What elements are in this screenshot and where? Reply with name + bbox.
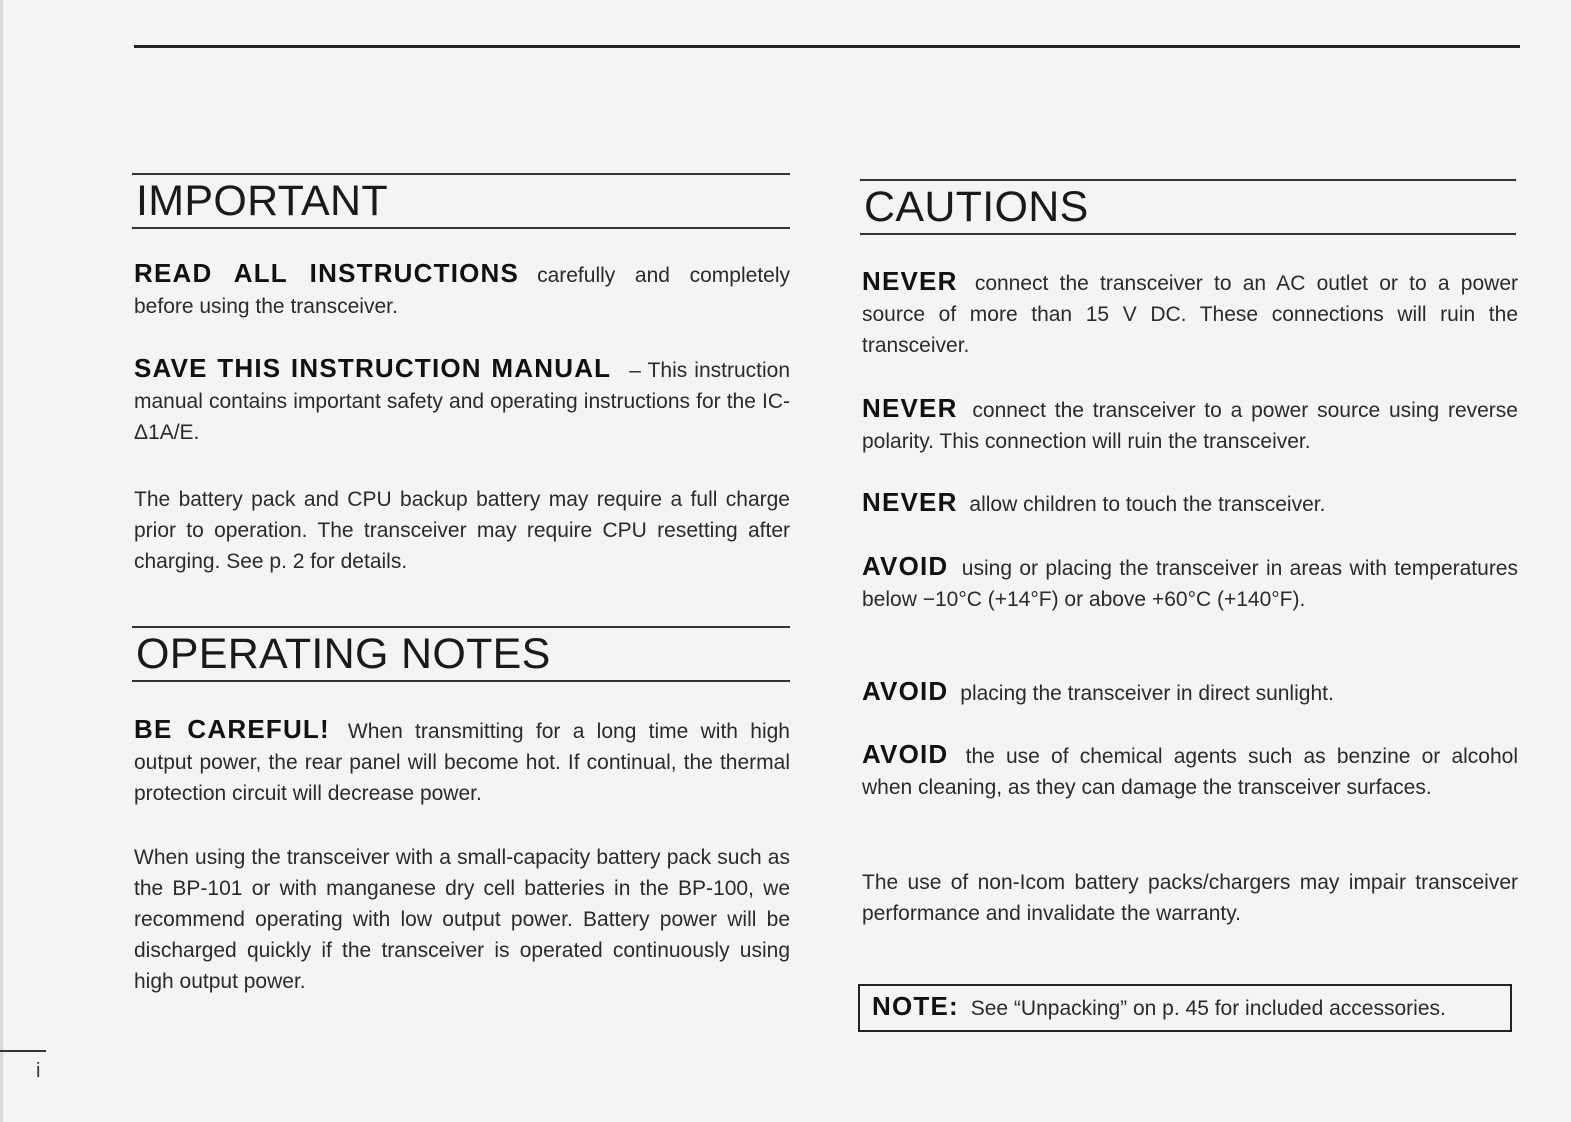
read-all-lead: READ ALL INSTRUCTIONS bbox=[134, 258, 520, 288]
caution-lead: NEVER bbox=[862, 393, 958, 423]
caution-text: connect the transceiver to a power source using reverse polarity. This connection will ruin the transceiver. bbox=[862, 399, 1518, 453]
operating-notes-section bbox=[132, 626, 790, 682]
read-all-text: carefully and completely before using the transceiver. bbox=[134, 264, 790, 318]
be-careful-lead: BE CAREFUL! bbox=[134, 714, 330, 744]
section-rule bbox=[860, 233, 1516, 235]
caution-text: connect the transceiver to an AC outlet or to a power source of more than 15 V DC. These connections will ruin the transceiver. bbox=[862, 272, 1518, 357]
caution-text: using or placing the transceiver in areas with temperatures below −10°C (+14°F) or above +60°C (+140°F). bbox=[862, 557, 1518, 611]
save-manual-text: – This instruction manual contains important safety and operating instructions for the IC-Δ1A/E. bbox=[134, 359, 791, 444]
caution-text: placing the transceiver in direct sunlight. bbox=[960, 682, 1334, 705]
caution-item bbox=[862, 487, 1518, 520]
caution-item bbox=[862, 676, 1518, 709]
caution-item bbox=[862, 266, 1518, 361]
page-number: i bbox=[36, 1060, 41, 1082]
caution-item bbox=[862, 551, 1518, 615]
caution-lead: NEVER bbox=[862, 487, 958, 517]
important-title: IMPORTANT bbox=[136, 177, 388, 225]
note-text: See “Unpacking” on p. 45 for included accessories. bbox=[970, 997, 1446, 1020]
battery-note-paragraph: The battery pack and CPU backup battery may require a full charge prior to operation. The transceiver may require CPU resetting after charging. See p. 2 for details. bbox=[134, 488, 790, 573]
caution-item bbox=[862, 739, 1518, 803]
read-all-paragraph bbox=[134, 258, 790, 322]
small-battery-paragraph: When using the transceiver with a small-capacity battery pack such as the BP-101 or with manganese dry cell batteries in the BP-100, we recommend operating with low output power. Battery power will be discharged quickly if the transceiver is operated continuously using high output power. bbox=[134, 846, 790, 993]
page-number-rule bbox=[0, 1050, 46, 1052]
important-section bbox=[132, 173, 790, 229]
caution-lead: AVOID bbox=[862, 551, 949, 581]
be-careful-paragraph bbox=[134, 714, 790, 809]
caution-text: allow children to touch the transceiver. bbox=[969, 493, 1326, 516]
section-rule bbox=[132, 227, 790, 229]
page-edge bbox=[0, 0, 3, 1122]
note-box bbox=[858, 984, 1512, 1032]
caution-lead: NEVER bbox=[862, 266, 958, 296]
caution-lead: AVOID bbox=[862, 739, 949, 769]
save-manual-lead: SAVE THIS INSTRUCTION MANUAL bbox=[134, 353, 612, 383]
cautions-section bbox=[860, 179, 1516, 235]
cautions-title: CAUTIONS bbox=[864, 183, 1089, 231]
caution-lead: AVOID bbox=[862, 676, 949, 706]
note-lead: NOTE: bbox=[872, 991, 959, 1021]
be-careful-text: When transmitting for a long time with high output power, the rear panel will become hot. If continual, the thermal protection circuit will decrease power. bbox=[134, 720, 790, 805]
save-manual-paragraph bbox=[134, 353, 790, 448]
header-rule bbox=[134, 45, 1520, 48]
non-icom-paragraph: The use of non-Icom battery packs/chargers may impair transceiver performance and invalidate the warranty. bbox=[862, 871, 1518, 925]
caution-text: the use of chemical agents such as benzine or alcohol when cleaning, as they can damage the transceiver surfaces. bbox=[862, 745, 1518, 799]
operating-notes-title: OPERATING NOTES bbox=[136, 630, 551, 678]
caution-item bbox=[862, 393, 1518, 457]
section-rule bbox=[132, 680, 790, 682]
